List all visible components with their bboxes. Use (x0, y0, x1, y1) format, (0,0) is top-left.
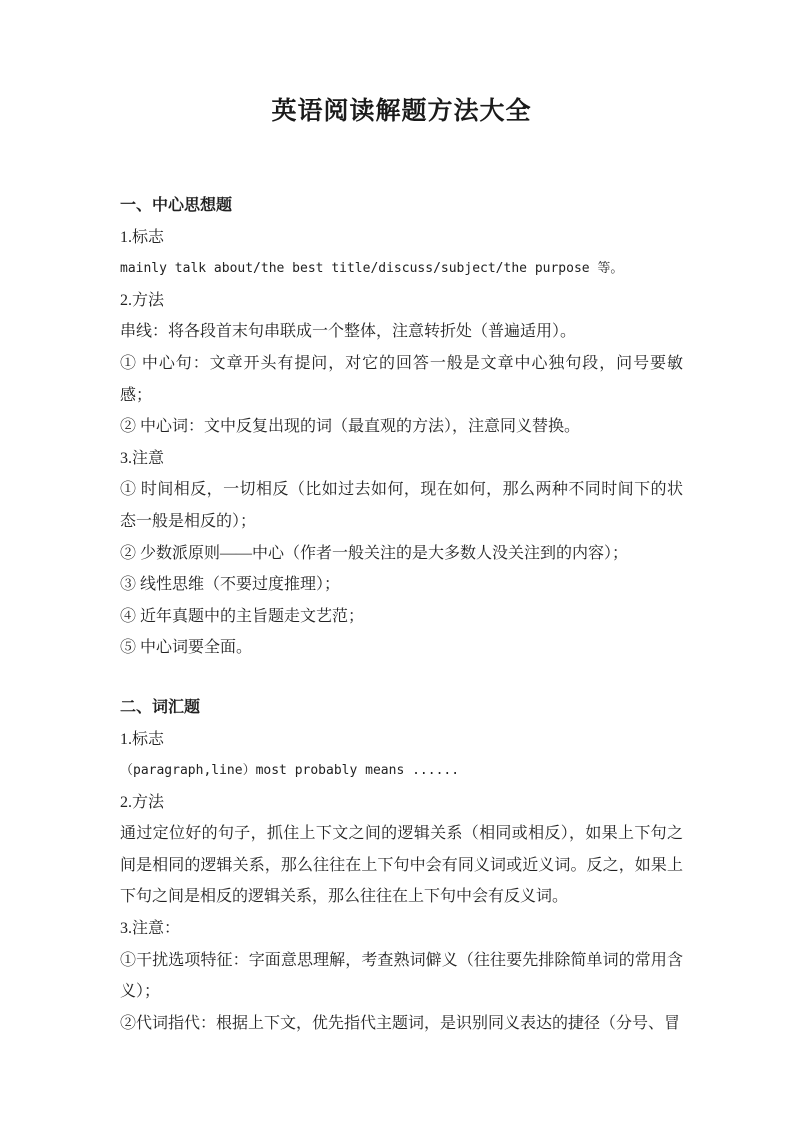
paragraph-note-item-1: ①干扰选项特征：字面意思理解，考查熟词僻义（往往要先排除简单词的常用含义）； (120, 951, 683, 1001)
paragraph-sign-examples: （paragraph,line）most probably means ...... (120, 763, 460, 779)
paragraph-method-stringing: 串线：将各段首末句串联成一个整体，注意转折处（普遍适用）。 (120, 323, 577, 341)
section-vocabulary-heading: 二、词汇题 (120, 698, 201, 716)
paragraph-note-item-5: ⑤ 中心词要全面。 (120, 639, 253, 657)
paragraph-sign-label: 1.标志 (120, 730, 165, 748)
paragraph-note-item-2: ②代词指代：根据上下文，优先指代主题词，是识别同义表达的捷径（分号、冒 (120, 1014, 681, 1032)
paragraph-note-item-1: ① 时间相反，一切相反（比如过去如何，现在如何，那么两种不同时间下的状态一般是相反的）； (120, 481, 683, 530)
section-central-idea (120, 190, 683, 664)
document-title: 英语阅读解题方法大全 (271, 97, 532, 125)
paragraph-note-item-2: ② 少数派原则——中心（作者一般关注的是大多数人没关注到的内容）； (120, 544, 629, 562)
paragraph-note-item-3: ③ 线性思维（不要过度推理）； (120, 576, 341, 594)
paragraph-sign-label: 1.标志 (120, 228, 165, 246)
paragraph-notes-label: 3.注意 (120, 449, 165, 467)
paragraph-notes-label: 3.注意： (120, 920, 181, 938)
paragraph-method-body: 通过定位好的句子，抓住上下文之间的逻辑关系（相同或相反），如果上下句之间是相同的逻辑关系，那么往往在上下句中会有同义词或近义词。反之，如果上下句之间是相反的逻辑关系，那么往往在上下句中会有反义词。 (120, 825, 683, 906)
paragraph-method-label: 2.方法 (120, 793, 165, 811)
paragraph-note-item-4: ④ 近年真题中的主旨题走文艺范； (120, 607, 365, 625)
section-central-idea-heading: 一、中心思想题 (120, 197, 233, 214)
paragraph-sign-examples: mainly talk about/the best title/discuss/subject/the purpose 等。 (120, 261, 624, 277)
paragraph-method-item-1: ① 中心句：文章开头有提问，对它的回答一般是文章中心独句段，问号要敏感； (120, 354, 683, 404)
section-vocabulary (120, 692, 683, 1040)
paragraph-method-item-2: ② 中心词：文中反复出现的词（最直观的方法），注意同义替换。 (120, 418, 581, 436)
paragraph-method-label: 2.方法 (120, 291, 165, 309)
